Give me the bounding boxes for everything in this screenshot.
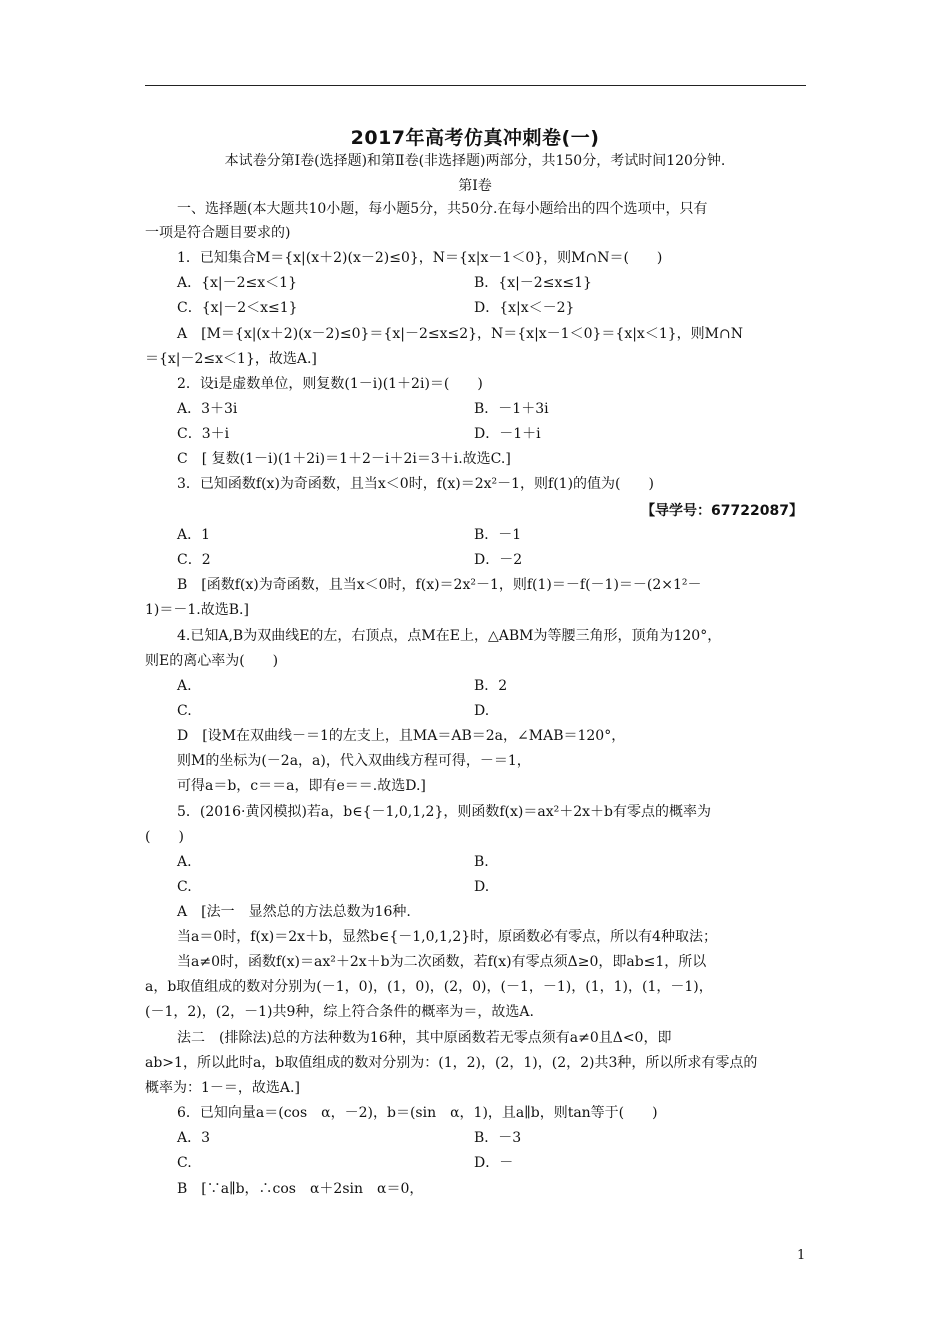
question-2-option-d: D．－1＋i [474, 426, 541, 442]
question-6-option-c: C. [177, 1155, 192, 1171]
question-1-answer: A [M＝{x|(x＋2)(x－2)≤0}＝{x|－2≤x≤2}，N＝{x|x－1＜0}＝{x|x＜1}，则M∩N [177, 326, 743, 342]
section-heading-cont: 一项是符合题目要求的) [145, 225, 291, 241]
question-4-answer-line-2: 则M的坐标为(－2a，a)，代入双曲线方程可得，－＝1， [177, 753, 531, 769]
question-5-method-2-line-2: ab>1，所以此时a，b取值组成的数对分别为：(1，2)，(2，1)，(2，2)共3种，所以所求有零点的 [145, 1055, 758, 1071]
question-4-answer-line-3: 可得a＝b，c＝＝a，即有e＝＝.故选D.] [177, 778, 426, 794]
guide-number: 【导学号：67722087】 [641, 503, 803, 519]
section-heading: 一、选择题(本大题共10小题，每小题5分，共50分.在每小题给出的四个选项中，只有 [177, 201, 708, 217]
question-3-option-c: C．2 [177, 552, 211, 568]
question-5-method-2-line-3: 概率为：1－＝，故选A.] [145, 1080, 300, 1096]
question-4-answer: D [设M在双曲线－＝1的左支上，且MA＝AB＝2a，∠MAB＝120°， [177, 728, 626, 744]
exam-intro: 本试卷分第Ⅰ卷(选择题)和第Ⅱ卷(非选择题)两部分，共150分，考试时间120分钟. [224, 153, 726, 169]
question-3-option-a: A．1 [177, 527, 211, 543]
question-5-option-d: D. [474, 879, 490, 895]
question-2-stem: 2．设i是虚数单位，则复数(1－i)(1＋2i)＝( ) [177, 376, 483, 392]
question-1-stem: 1．已知集合M＝{x|(x＋2)(x－2)≤0}，N＝{x|x－1＜0}，则M∩N＝( ) [177, 250, 663, 266]
question-1-option-b: B．{x|－2≤x≤1} [474, 275, 592, 291]
question-6-option-b: B．－3 [474, 1130, 522, 1146]
question-6-stem: 6．已知向量a＝(cos α，－2)，b＝(sin α，1)，且a∥b，则tan等于( ) [177, 1105, 658, 1121]
question-3-stem: 3．已知函数f(x)为奇函数，且当x＜0时，f(x)＝2x²－1，则f(1)的值为( ) [177, 476, 654, 492]
question-6-option-d: D．－ [474, 1155, 514, 1171]
question-6-option-a: A．3 [177, 1130, 211, 1146]
question-2-answer: C [ 复数(1－i)(1＋2i)＝1＋2－i＋2i＝3＋i.故选C.] [177, 451, 511, 467]
question-3-option-d: D．－2 [474, 552, 523, 568]
page-title: 2017年高考仿真冲刺卷(一) [350, 127, 600, 149]
question-3-answer-cont: 1)＝－1.故选B.] [145, 602, 249, 618]
question-6-answer: B [∵a∥b，∴cos α＋2sin α＝0， [177, 1181, 424, 1197]
question-5-answer-line-3: 当a≠0时，函数f(x)＝ax²＋2x＋b为二次函数，若f(x)有零点须Δ≥0，即ab≤1，所以 [177, 954, 707, 970]
question-4-stem-cont: 则E的离心率为( ) [145, 653, 279, 669]
question-5-stem: 5．(2016·黄冈模拟)若a，b∈{－1,0,1,2}，则函数f(x)＝ax²＋2x＋b有零点的概率为 [177, 804, 711, 820]
question-4-option-d: D. [474, 703, 490, 719]
question-5-answer-line-4: a，b取值组成的数对分别为(－1，0)，(1，0)，(2，0)，(－1，－1)，(1，1)，(1，－1)， [145, 979, 713, 995]
question-4-stem: 4.已知A,B为双曲线E的左，右顶点，点M在E上，△ABM为等腰三角形，顶角为120°， [177, 628, 722, 644]
question-5-option-c: C. [177, 879, 192, 895]
question-2-option-b: B．－1＋3i [474, 401, 549, 417]
question-3-option-b: B．－1 [474, 527, 522, 543]
question-5-answer-line-5: (－1，2)，(2，－1)共9种，综上符合条件的概率为＝，故选A. [145, 1004, 534, 1020]
question-1-option-a: A．{x|－2≤x＜1} [177, 275, 297, 291]
question-4-option-c: C. [177, 703, 192, 719]
question-4-option-a: A. [177, 678, 192, 694]
question-5-answer: A [法一 显然总的方法总数为16种. [177, 904, 411, 920]
page-number: 1 [797, 1248, 806, 1263]
question-5-method-2: 法二 (排除法)总的方法种数为16种，其中原函数若无零点须有a≠0且Δ<0，即 [177, 1030, 672, 1046]
part-title: 第Ⅰ卷 [458, 178, 492, 194]
question-4-option-b: B．2 [474, 678, 508, 694]
question-5-answer-line-2: 当a＝0时，f(x)＝2x＋b，显然b∈{－1,0,1,2}时，原函数必有零点，所以有4种取法； [177, 929, 718, 945]
question-1-option-d: D．{x|x＜－2} [474, 300, 575, 316]
question-2-option-a: A．3＋3i [177, 401, 238, 417]
question-1-answer-cont: ＝{x|－2≤x＜1}，故选A.] [145, 351, 317, 367]
question-5-stem-cont: ( ) [145, 829, 184, 845]
question-3-answer: B [函数f(x)为奇函数，且当x＜0时，f(x)＝2x²－1，则f(1)＝－f(－1)＝－(2×1²－ [177, 577, 702, 593]
question-1-option-c: C．{x|－2＜x≤1} [177, 300, 298, 316]
header-rule [145, 85, 806, 86]
question-5-option-a: A. [177, 854, 192, 870]
question-2-option-c: C．3＋i [177, 426, 230, 442]
question-5-option-b: B. [474, 854, 489, 870]
